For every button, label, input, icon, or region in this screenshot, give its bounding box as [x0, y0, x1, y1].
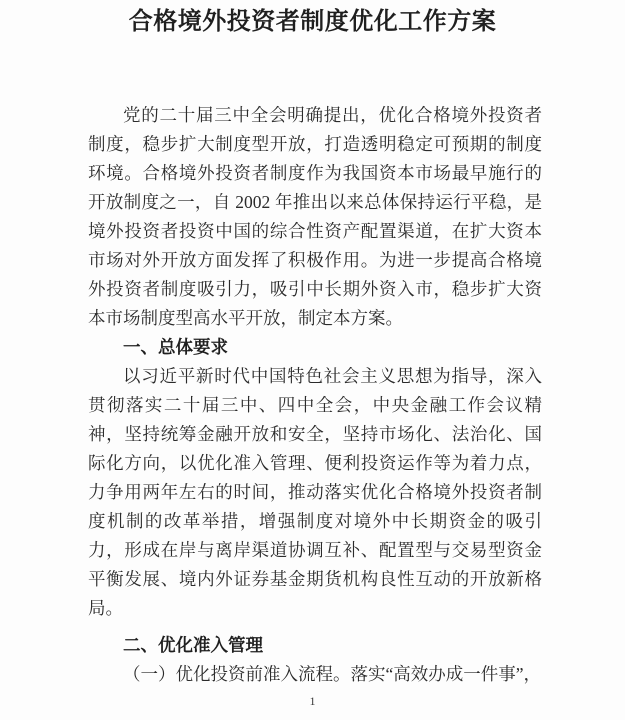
section-heading-access-management: 二、优化准入管理: [123, 634, 263, 655]
clause-1-text: 落实“高效办成一件事”，: [350, 663, 542, 684]
paragraph-clause-1: [88, 660, 542, 689]
document-body: [88, 101, 542, 689]
clause-1-lead: （一）优化投资前准入流程。: [123, 663, 351, 684]
document-title: 合格境外投资者制度优化工作方案: [128, 9, 497, 35]
page-number: 1: [309, 694, 316, 708]
paragraph-intro: 党的二十届三中全会明确提出，优化合格境外投资者制度，稳步扩大制度型开放，打造透明稳定可预期的制度环境。合格境外投资者制度作为我国资本市场最早施行的开放制度之一，自 2002 年推出以来总体保持运行平稳，是境外投资者投资中国的综合性资产配置渠道，在扩大资本市场对外开放方面发挥了积极作用。为进一步提高合格境外投资者制度吸引力，吸引中长期外资入市，稳步扩大资本市场制度型高水平开放，制定本方案。: [88, 104, 542, 328]
paragraph-general-requirements: 以习近平新时代中国特色社会主义思想为指导，深入贯彻落实二十届三中、四中全会，中央金融工作会议精神，坚持统筹金融开放和安全，坚持市场化、法治化、国际化方向，以优化准入管理、便利投资运作等为着力点，力争用两年左右的时间，推动落实优化合格境外投资者制度机制的改革举措，增强制度对境外中长期资金的吸引力，形成在岸与离岸渠道协调互补、配置型与交易型资金平衡发展、境内外证券基金期货机构良性互动的开放新格局。: [88, 365, 542, 618]
section-heading-overall-requirements: 一、总体要求: [123, 336, 228, 357]
